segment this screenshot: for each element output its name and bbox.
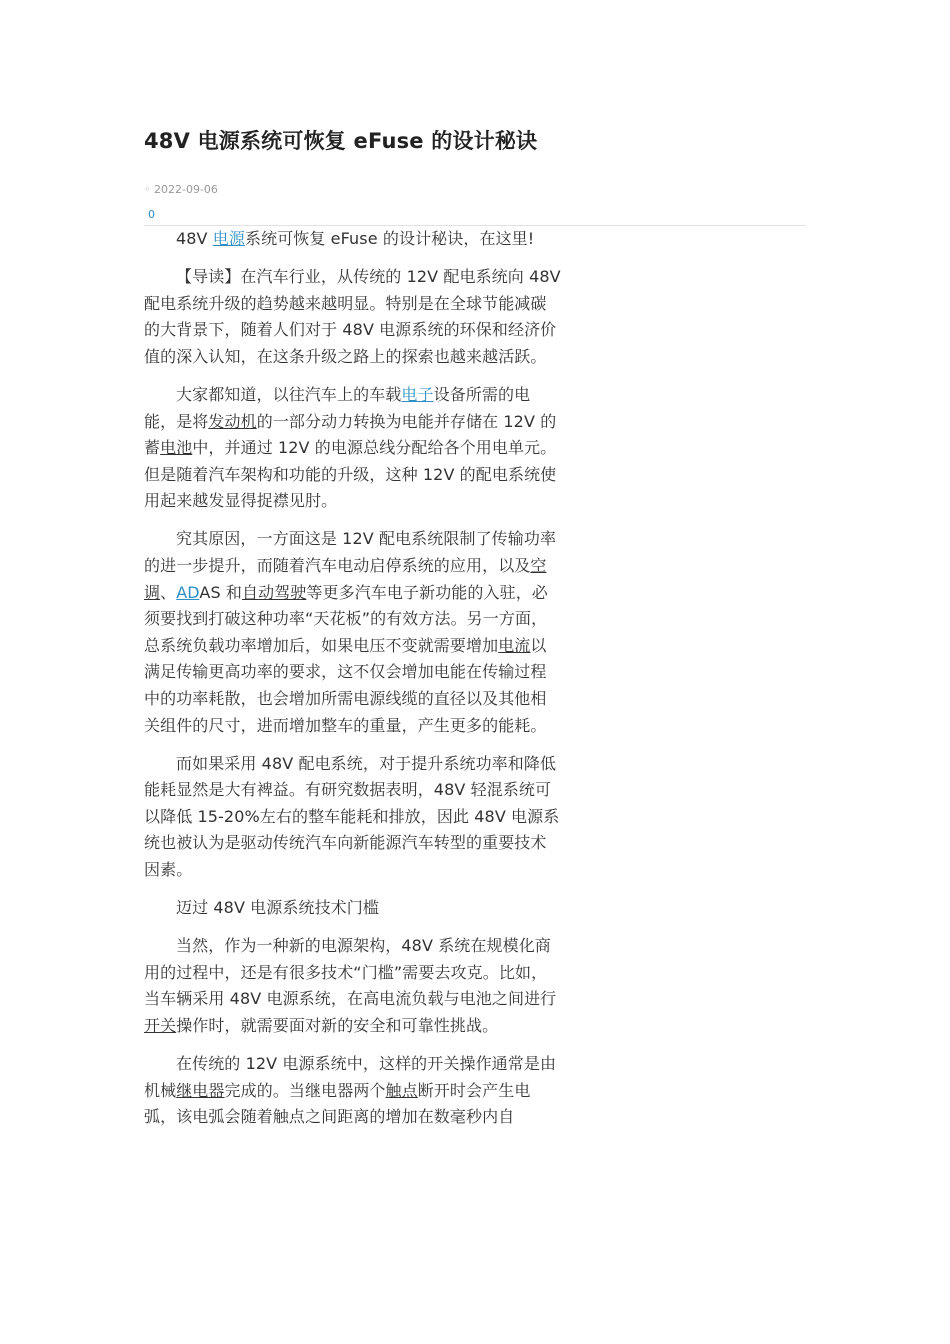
paragraph-text: AS 和 (199, 582, 242, 602)
paragraph-text: 完成的。当继电器两个 (224, 1080, 386, 1100)
paragraph (144, 382, 562, 515)
paragraph-text: 设备所需的电能，是将 (144, 384, 531, 431)
paragraph (144, 895, 562, 922)
paragraph-text: 、 (160, 582, 177, 602)
count-row (144, 207, 806, 226)
paragraph-text: 【导读】在汽车行业，从传统的 12V 配电系统向 48V 配电系统升级的趋势越来越明显。特别是在全球节能减碳的大背景下，随着人们对于 48V 电源系统的环保和经济价值的深入认知，在这条升级之路上的探索也越来越活跃。 (144, 267, 561, 366)
paragraph (144, 264, 562, 370)
comment-count[interactable]: 0 (148, 208, 155, 221)
paragraph-text: 大家都知道，以往汽车上的车载 (176, 384, 402, 404)
paragraph-text: 中，并通过 12V 的电源总线分配给各个用电单元。但是随着汽车架构和功能的升级，这种 12V 的配电系统使用起来越发显得捉襟见肘。 (144, 438, 557, 511)
paragraph-text: 的一部分动力转换为电能并存储在 12V 的蓄 (144, 411, 557, 458)
paragraph-text: 而如果采用 48V 配电系统，对于提升系统功率和降低能耗显然是大有裨益。有研究数据表明，48V 轻混系统可以降低 15-20%左右的整车能耗和排放，因此 48V 电源系统也被认为是驱动传统汽车向新能源汽车转型的重要技术因素。 (144, 753, 560, 880)
paragraph-text: 究其原因，一方面这是 12V 配电系统限制了传输功率的进一步提升，而随着汽车电动启停系统的应用，以及 (144, 529, 557, 576)
keyword-link[interactable]: 自动驾驶 (242, 582, 307, 602)
article-body (144, 226, 562, 1131)
paragraph-text: 当然，作为一种新的电源架构，48V 系统在规模化商用的过程中，还是有很多技术“门槛”需要去攻克。比如，当车辆采用 48V 电源系统，在高电流负载与电池之间进行 (144, 936, 557, 1009)
publish-date: ◦ 2022-09-06 (144, 183, 218, 196)
paragraph-text: 断开时会产生电弧，该电弧会随着触点之间距离的增加在数毫秒内自 (144, 1080, 531, 1127)
keyword-link[interactable]: 发动机 (208, 411, 257, 431)
article (144, 124, 806, 1142)
paragraph-text: 以满足传输更高功率的要求，这不仅会增加电能在传输过程中的功率耗散，也会增加所需电源线缆的直径以及其他相关组件的尺寸，进而增加整车的重量，产生更多的能耗。 (144, 635, 547, 735)
paragraph (144, 933, 562, 1039)
keyword-link[interactable]: 电池 (160, 438, 193, 458)
article-title: 48V 电源系统可恢复 eFuse 的设计秘诀 (144, 129, 538, 153)
keyword-link[interactable]: 电子 (401, 384, 434, 404)
keyword-link[interactable]: 继电器 (176, 1080, 225, 1100)
paragraph (144, 226, 562, 253)
keyword-link[interactable]: 触点 (385, 1080, 418, 1100)
article-meta (144, 182, 806, 198)
paragraph (144, 526, 562, 739)
keyword-link[interactable]: AD (176, 582, 200, 602)
paragraph-text: 迈过 48V 电源系统技术门槛 (176, 898, 379, 918)
keyword-link[interactable]: 电流 (498, 635, 531, 655)
paragraph-text: 操作时，就需要面对新的安全和可靠性挑战。 (176, 1016, 499, 1036)
paragraph-text: 等更多汽车电子新功能的入驻，必须要找到打破这种功率“天花板”的有效方法。另一方面，总系统负载功率增加后，如果电压不变就需要增加 (144, 582, 548, 655)
keyword-link[interactable]: 开关 (144, 1016, 177, 1036)
paragraph-text: 48V (176, 229, 213, 248)
keyword-link[interactable]: 电源 (212, 229, 245, 248)
paragraph (144, 1051, 562, 1131)
keyword-link[interactable]: 空调 (144, 556, 547, 602)
paragraph-text: 在传统的 12V 电源系统中，这样的开关操作通常是由机械 (144, 1054, 557, 1100)
paragraph (144, 751, 562, 884)
paragraph-text: 系统可恢复 eFuse 的设计秘诀，在这里! (245, 229, 535, 248)
